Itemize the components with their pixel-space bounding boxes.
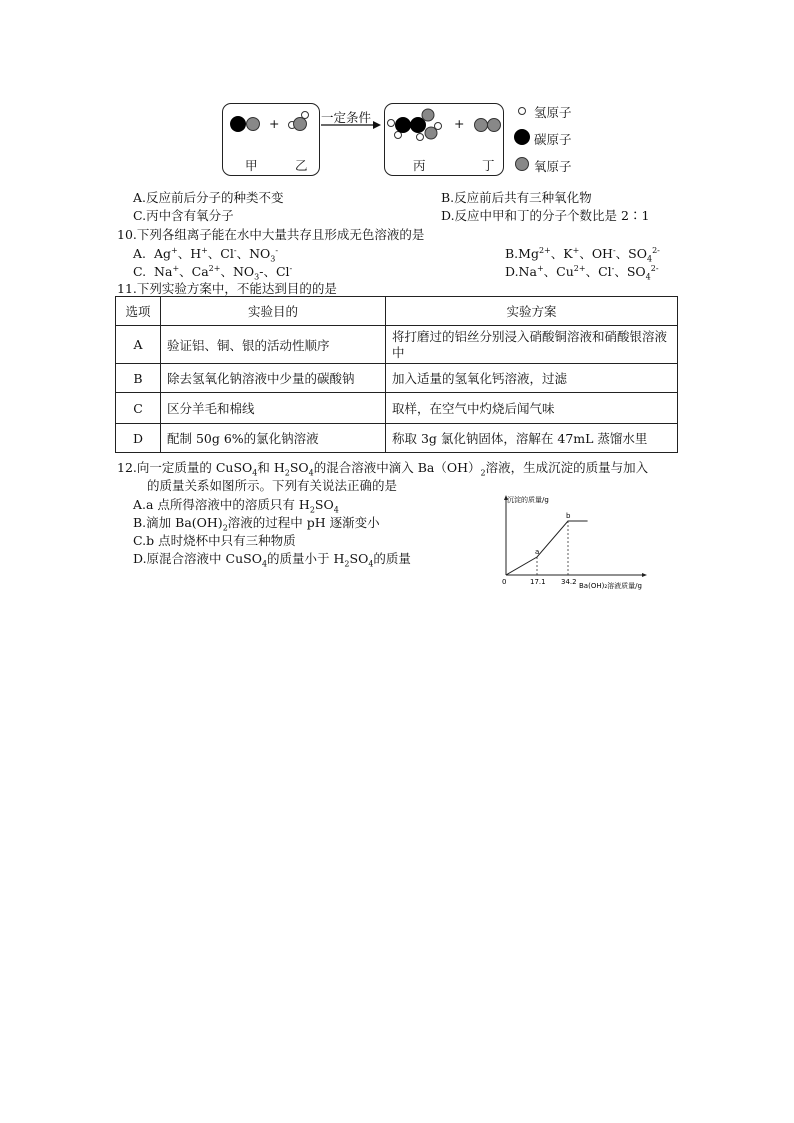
table-row — [116, 424, 678, 453]
table-row — [116, 364, 678, 393]
q10-stem: 10.下列各组离子能在水中大量共存且形成无色溶液的是 — [117, 227, 425, 242]
reaction-arrow-icon — [320, 119, 382, 131]
arrow-condition-label: 一定条件 — [321, 110, 372, 125]
q10-option-c: C. Na+、$Ca^{2+}$、$NO_3-$、Cl- — [133, 263, 293, 282]
q11-stem: 11.下列实验方案中，不能达到目的的是 — [117, 281, 337, 296]
row-plan: 取样，在空气中灼烧后闻气味 — [386, 393, 678, 424]
plus-sign-right: + — [454, 116, 465, 131]
q12-option-d: D.原混合溶液中 CuSO$_4$的质量小于 $H_2SO_4$的质量 — [133, 551, 411, 569]
row-option: A — [116, 326, 161, 364]
table-row — [116, 326, 678, 364]
hydrogen-atom-icon — [302, 112, 309, 119]
x-tick-label: 17.1 — [530, 578, 546, 586]
carbon-atom-icon — [395, 117, 411, 133]
q9-option-c: C.丙中含有氧分子 — [133, 208, 234, 223]
hydrogen-atom-icon — [435, 123, 442, 130]
q12-option-b: B.滴加 $Ba(OH)_2$溶液的过程中 pH 逐渐变小 — [133, 515, 380, 533]
x-tick-label: 0 — [502, 578, 507, 586]
hydrogen-atom-icon — [388, 120, 395, 127]
point-label-b: b — [566, 512, 571, 520]
legend-oxygen: 氧原子 — [534, 159, 572, 174]
carbon-legend-icon — [514, 129, 530, 145]
table-header-row — [116, 297, 678, 326]
legend-hydrogen: 氢原子 — [534, 105, 572, 120]
label-bing: 丙 — [413, 158, 426, 173]
label-jia: 甲 — [245, 158, 258, 173]
x-tick-label: 34.2 — [561, 578, 577, 586]
table-row — [116, 393, 678, 424]
row-goal: 配制 50g 6%的氯化钠溶液 — [161, 424, 386, 453]
row-option: B — [116, 364, 161, 393]
point-label-a: a — [535, 548, 540, 556]
header-option: 选项 — [116, 297, 161, 326]
experiment-table — [115, 296, 678, 453]
row-goal: 验证铝、铜、银的活动性顺序 — [161, 326, 386, 364]
series-line — [506, 521, 588, 575]
q12-stem-line1: 12.向一定质量的 CuSO$_4$和 $H_2SO_4$的混合溶液中滴入 $Ba(OH)_2$溶液，生成沉淀的质量与加入 — [117, 460, 649, 478]
q12-option-c: C.b 点时烧杯中只有三种物质 — [133, 533, 296, 548]
q10-option-b: $B.Mg^{2+}$、K+、OH-、$SO_4^{2-}$ — [505, 245, 660, 264]
label-yi: 乙 — [295, 158, 308, 173]
q10-option-a: A. Ag+、H+、Cl-、$NO_3^-$ — [133, 245, 279, 264]
plus-sign-left: + — [269, 116, 280, 131]
legend-carbon: 碳原子 — [534, 132, 572, 147]
row-goal: 除去氢氧化钠溶液中少量的碳酸钠 — [161, 364, 386, 393]
row-plan: 将打磨过的铝丝分别浸入硝酸铜溶液和硝酸银溶液中 — [386, 326, 678, 364]
header-goal: 实验目的 — [161, 297, 386, 326]
q12-option-a: A.a 点所得溶液中的溶质只有 $H_2SO_4$ — [133, 497, 339, 515]
row-option: C — [116, 393, 161, 424]
x-axis-label: Ba(OH)₂溶液质量/g — [579, 582, 642, 590]
label-ding: 丁 — [482, 158, 495, 173]
oxygen-legend-icon — [516, 158, 529, 171]
q12-stem-line2: 的质量关系如图所示。下列有关说法正确的是 — [147, 478, 398, 493]
header-plan: 实验方案 — [386, 297, 678, 326]
hydrogen-legend-icon — [519, 108, 526, 115]
oxygen-atom-icon — [475, 119, 488, 132]
row-plan: 加入适量的氢氧化钙溶液，过滤 — [386, 364, 678, 393]
row-goal: 区分羊毛和棉线 — [161, 393, 386, 424]
row-plan: 称取 3g 氯化钠固体，溶解在 47mL 蒸馏水里 — [386, 424, 678, 453]
oxygen-atom-icon — [488, 119, 501, 132]
oxygen-atom-icon — [294, 118, 307, 131]
carbon-atom-icon — [230, 116, 246, 132]
precipitate-mass-chart — [497, 492, 649, 590]
q9-option-b: B.反应前后共有三种氧化物 — [441, 190, 592, 205]
q10-option-d: D.Na+、$Cu^{2+}$、Cl-、$SO_4^{2-}$ — [505, 263, 659, 282]
q9-option-a: A.反应前后分子的种类不变 — [133, 190, 284, 205]
x-axis-arrow-icon — [642, 573, 647, 577]
legend-symbols — [512, 100, 534, 172]
hydrogen-atom-icon — [417, 134, 424, 141]
y-axis-label: 沉淀的质量/g — [507, 496, 549, 504]
oxygen-atom-icon — [247, 118, 260, 131]
row-option: D — [116, 424, 161, 453]
q9-option-d: D.反应中甲和丁的分子个数比是 2∶1 — [441, 208, 650, 223]
oxygen-atom-icon — [422, 109, 434, 121]
